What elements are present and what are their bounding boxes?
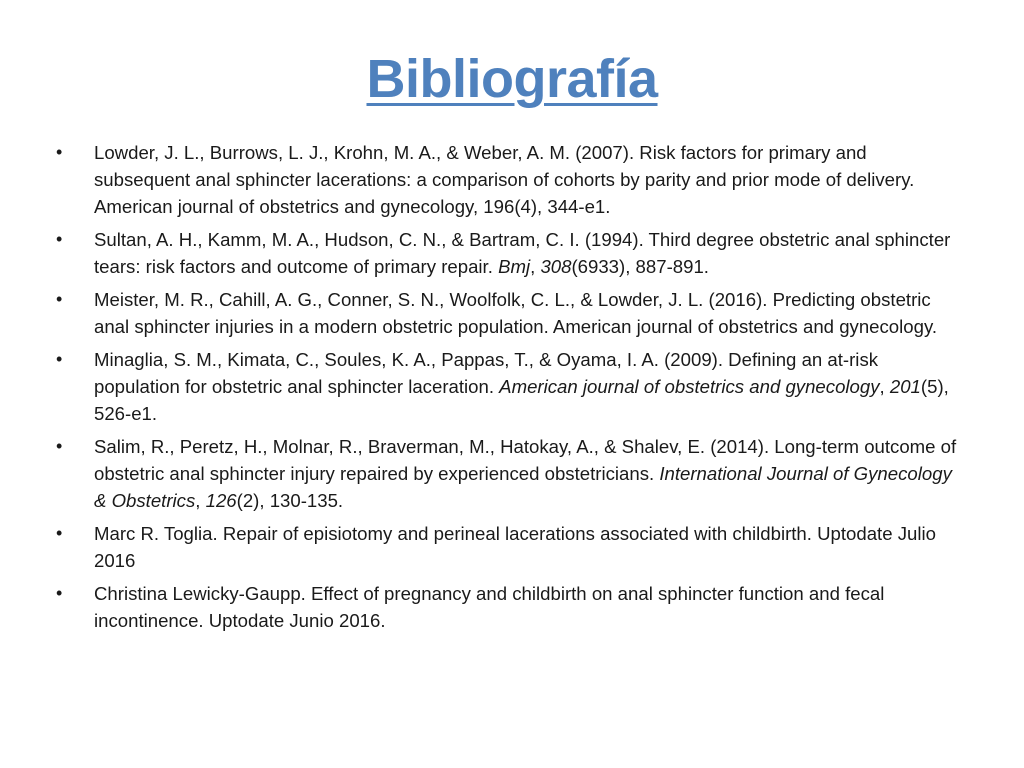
reference-text [94,349,949,424]
reference-text [94,583,884,631]
reference-list [56,139,966,640]
reference-item [56,226,966,280]
reference-segment: , [879,376,890,397]
bullet-icon: • [56,523,63,543]
reference-segment: (5), 526-e1. [94,376,949,424]
reference-italic-segment: Bmj [498,256,531,277]
reference-item [56,520,966,574]
bullet-icon: • [56,289,63,309]
bullet-icon: • [56,436,63,456]
bullet-icon: • [56,229,63,249]
reference-item [56,580,966,634]
bullet-icon: • [56,583,63,603]
reference-italic-segment: 126 [205,490,237,511]
reference-segment: (2), 130-135. [236,490,344,511]
reference-italic-segment: International Journal of Gynecology & Obstetrics [94,463,952,511]
reference-item [56,139,966,220]
bullet-icon: • [56,349,63,369]
reference-text [94,523,936,571]
reference-text [94,436,956,511]
slide-title: Bibliografía [366,49,658,109]
reference-segment: Sultan, A. H., Kamm, M. A., Hudson, C. N., & Bartram, C. I. (1994). Third degree obstetric anal sphincter tears: risk factors and outcome of primary repair. [94,229,951,277]
reference-segment: Salim, R., Peretz, H., Molnar, R., Braverman, M., Hatokay, A., & Shalev, E. (2014). Long-term outcome of obstetric anal sphincter injury repaired by experienced obstetricians. [94,436,957,484]
reference-text [94,289,937,337]
reference-segment: Minaglia, S. M., Kimata, C., Soules, K. A., Pappas, T., & Oyama, I. A. (2009). Defining an at-risk population for obstetric anal sphincter laceration. [94,349,879,397]
reference-item [56,346,966,427]
reference-text [94,142,914,217]
bullet-icon: • [56,142,63,162]
reference-segment: , [195,490,206,511]
reference-italic-segment: 201 [889,376,921,397]
reference-segment: Christina Lewicky-Gaupp. Effect of pregnancy and childbirth on anal sphincter function and fecal incontinence. Uptodate Junio 2016. [94,583,885,631]
reference-item [56,433,966,514]
reference-italic-segment: American journal of obstetrics and gynecology [499,376,880,397]
reference-segment: Marc R. Toglia. Repair of episiotomy and perineal lacerations associated with childbirth. Uptodate Julio 2016 [94,523,936,571]
reference-item [56,286,966,340]
reference-segment: Lowder, J. L., Burrows, L. J., Krohn, M. A., & Weber, A. M. (2007). Risk factors for primary and subsequent anal sphincter lacerations: a comparison of cohorts by parity and prior mode of delivery. American journal of obstetrics and gynecology, 196(4), 344-e1. [94,142,915,217]
reference-segment: Meister, M. R., Cahill, A. G., Conner, S. N., Woolfolk, C. L., & Lowder, J. L. (2016). Predicting obstetric anal sphincter injuries in a modern obstetric population. American journal of obstetrics and gynecology. [94,289,938,337]
reference-italic-segment: 308 [540,256,572,277]
reference-segment: (6933), 887-891. [571,256,709,277]
reference-segment: , [530,256,541,277]
reference-text [94,229,950,277]
